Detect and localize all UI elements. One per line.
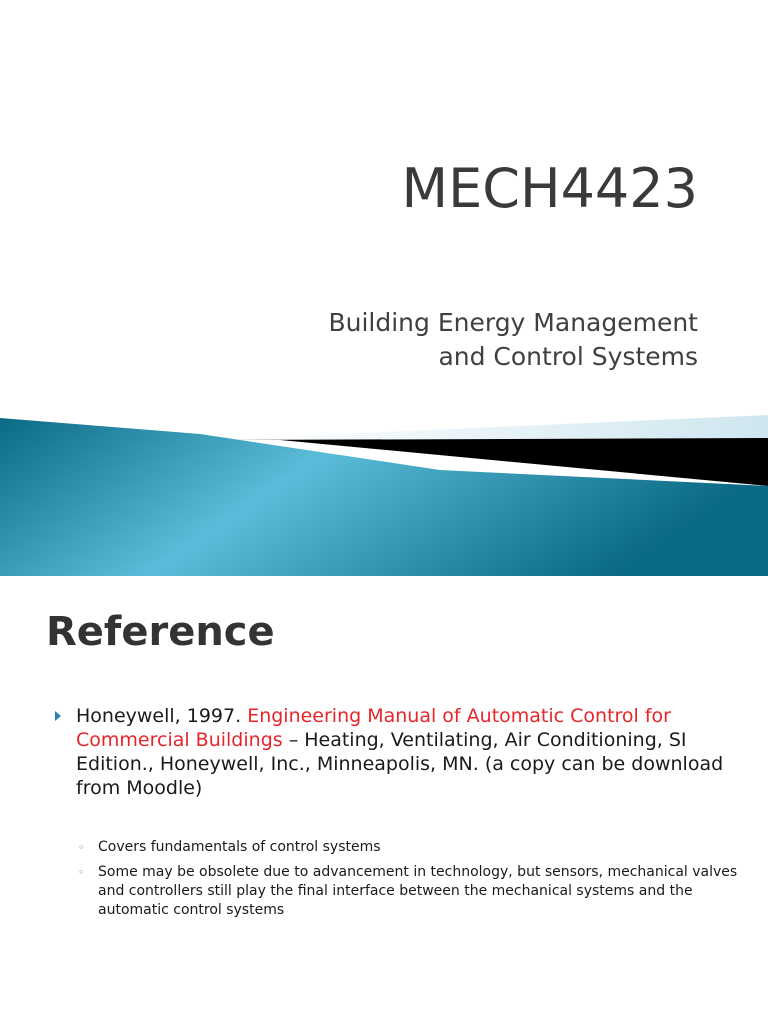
circle-bullet-icon: ◦ <box>78 841 85 854</box>
circle-bullet-icon: ◦ <box>78 866 85 879</box>
course-subtitle <box>328 306 698 374</box>
reference-title: Reference <box>46 609 275 655</box>
sub-bullet-list <box>78 838 738 926</box>
reference-author-year: Honeywell, 1997. <box>76 705 248 727</box>
wave-pale-stripe <box>230 415 768 440</box>
reference-slide <box>0 576 768 1024</box>
subtitle-line-1: Building Energy Management <box>328 308 698 337</box>
triangle-bullet-icon <box>55 711 61 721</box>
decorative-wave-band <box>0 410 768 576</box>
list-item <box>78 838 738 857</box>
reference-text <box>76 704 735 800</box>
reference-book-title: Engineering Manual of Automatic Control for Commercial Buildings <box>76 705 671 751</box>
course-code-title: MECH4423 <box>401 157 698 220</box>
reference-bullet <box>55 704 735 800</box>
reference-details: – Heating, Ventilating, Air Conditioning, SI Edition., Honeywell, Inc., Minneapolis, MN. (a copy can be download from Moodle) <box>76 729 724 799</box>
sub-bullet-text: Covers fundamentals of control systems <box>98 839 381 855</box>
subtitle-line-2: and Control Systems <box>438 342 698 371</box>
list-item <box>78 863 738 920</box>
sub-bullet-text: Some may be obsolete due to advancement in technology, but sensors, mechanical valves and controllers still play the final interface between the mechanical systems and the automatic control systems <box>98 864 738 918</box>
